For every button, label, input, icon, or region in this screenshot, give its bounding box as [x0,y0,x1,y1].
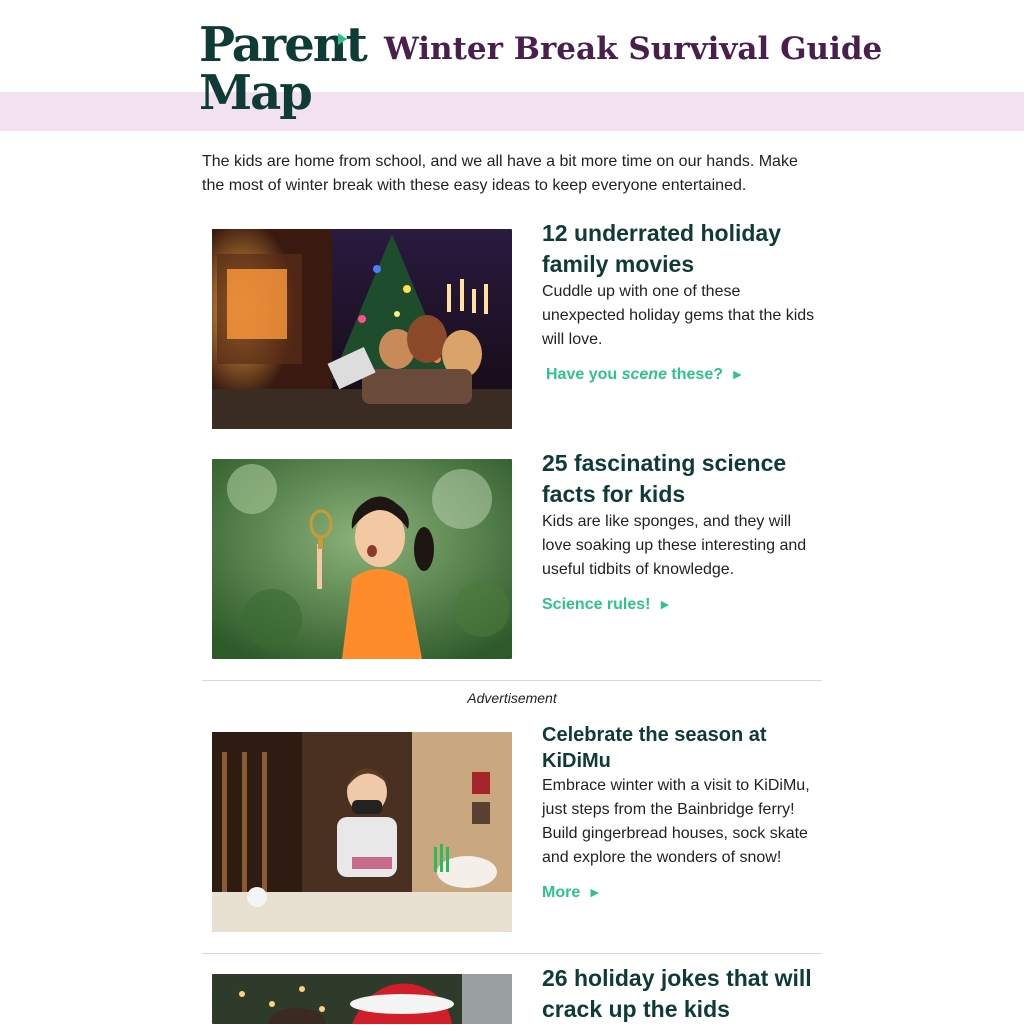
cta-text-part2: these? [666,366,723,383]
ad-text-kidimu [542,724,824,905]
advertisement-label: Advertisement [467,690,557,706]
arrow-right-icon: ► [657,596,672,612]
logo-word-parent: Parent [199,17,366,73]
article-image-science[interactable] [212,459,512,659]
ad-description-kidimu: Embrace winter with a visit to KiDiMu, just steps from the Bainbridge ferry! Build gingerbread houses, sock skate and explore the wonders of snow! [542,777,810,866]
article-title-science[interactable]: 25 fascinating science facts for kids [542,450,787,507]
logo-word-map: Map [199,65,311,121]
article-description-science: Kids are like sponges, and they will love soaking up these interesting and useful tidbits of knowledge. [542,513,807,578]
ad-image-kidimu[interactable] [212,732,512,932]
article-text-science [542,450,824,617]
ad-cta-more[interactable] [542,880,602,905]
article-text-movies [542,220,824,387]
cta-text: Science rules! [542,596,651,613]
article-description-movies: Cuddle up with one of these unexpected holiday gems that the kids will love. [542,283,815,348]
parentmap-logo[interactable] [199,15,366,125]
article-title-movies[interactable]: 12 underrated holiday family movies [542,220,782,277]
cta-text-part1: Have you [546,366,622,383]
divider [202,680,822,681]
arrow-right-icon: ► [587,884,602,900]
header-band [0,92,1024,131]
article-image-jokes[interactable] [212,974,512,1024]
arrow-right-icon: ► [730,366,745,382]
article-cta-science[interactable] [542,592,672,617]
divider [202,953,822,954]
newsletter-title: Winter Break Survival Guide [384,31,883,67]
article-text-jokes [542,965,824,1025]
intro-text: The kids are home from school, and we all have a bit more time on our hands. Make the most of winter break with these easy ideas to keep everyone entertained. [202,153,798,194]
article-image-movies[interactable] [212,229,512,429]
article-title-jokes[interactable]: 26 holiday jokes that will crack up the kids [542,965,812,1022]
cta-text: More [542,884,581,901]
article-cta-movies[interactable] [546,362,744,387]
logo-play-icon [338,33,347,45]
ad-title-kidimu[interactable]: Celebrate the season at KiDiMu [542,724,767,772]
cta-text-emphasis: scene [621,366,667,383]
